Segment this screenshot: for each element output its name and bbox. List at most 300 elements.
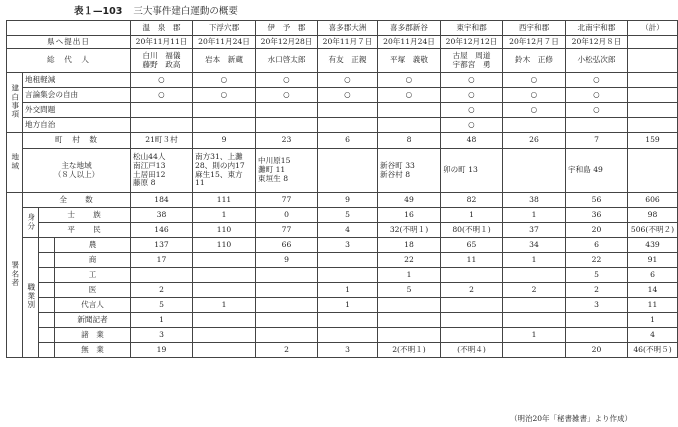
cell-no-4 — [378, 238, 441, 253]
label-shinbun — [55, 313, 131, 328]
cell-chiho-6 — [503, 118, 566, 133]
cell-no-7-text: 6 — [594, 239, 599, 249]
cell-ko-6 — [503, 268, 566, 283]
cell-sodai-5 — [441, 49, 503, 73]
cell-heimin-7 — [566, 223, 628, 238]
cell-shogyo-1 — [193, 328, 256, 343]
cell-sho-1 — [193, 253, 256, 268]
occ-spacer-no — [39, 238, 55, 253]
cell-i-8 — [628, 283, 678, 298]
cell-shuna-5-text: 卯の町 13 — [443, 165, 478, 175]
label-no — [55, 238, 131, 253]
cell-heimin-0-text: 146 — [154, 224, 169, 234]
cell-heimin-5-text: 80(不明１) — [452, 224, 491, 234]
cell-sho-7 — [566, 253, 628, 268]
cell-shinbun-8-text: 1 — [650, 314, 655, 324]
cell-zensu-4-text: 49 — [404, 194, 414, 204]
cell-chiso-5-text: ○ — [468, 74, 475, 84]
cell-no-1 — [193, 238, 256, 253]
label-gaiko — [23, 103, 131, 118]
cell-kengai-4 — [378, 36, 441, 49]
cell-shizoku-1 — [193, 208, 256, 223]
label-sodai-text: 総 代 人 — [47, 55, 90, 65]
cell-daigen-1 — [193, 298, 256, 313]
label-i-text: 医 — [88, 284, 97, 294]
cell-sodai-3 — [318, 49, 378, 73]
cell-chiso-6 — [503, 73, 566, 88]
cell-chiso-1 — [193, 73, 256, 88]
cell-chiso-0 — [131, 73, 193, 88]
label-daigen — [55, 298, 131, 313]
cell-chiso-2 — [256, 73, 318, 88]
cell-gaiko-6-text: ○ — [530, 104, 538, 114]
cell-genron-5 — [441, 88, 503, 103]
cell-zensu-0 — [131, 193, 193, 208]
cell-zensu-2 — [256, 193, 318, 208]
cell-shuna-1 — [193, 149, 256, 193]
label-zensu — [23, 193, 131, 208]
cell-shizoku-8 — [628, 208, 678, 223]
cell-zensu-6 — [503, 193, 566, 208]
cell-sho-7-text: 22 — [591, 254, 602, 264]
cell-ko-8-text: 6 — [650, 269, 655, 279]
cell-kengai-3 — [318, 36, 378, 49]
cell-kengai-8 — [628, 36, 678, 49]
cell-genron-2 — [256, 88, 318, 103]
cell-zensu-5 — [441, 193, 503, 208]
cell-shogyo-3 — [318, 328, 378, 343]
table-row — [7, 49, 678, 73]
cell-gaiko-2 — [256, 103, 318, 118]
cell-daigen-1-text: 1 — [221, 299, 227, 309]
cell-heimin-1-text: 110 — [216, 224, 232, 234]
cell-shuna-4 — [378, 149, 441, 193]
cell-daigen-0 — [131, 298, 193, 313]
cell-shizoku-4-text: 16 — [404, 209, 414, 219]
cell-shuna-2 — [256, 149, 318, 193]
cell-no-2-text: 66 — [281, 239, 292, 249]
cell-sodai-5-text: 古屋 周道 宇都宮 勇 — [452, 50, 491, 69]
table-row — [7, 238, 678, 253]
label-ko-text: 工 — [88, 269, 97, 279]
cell-chiho-2 — [256, 118, 318, 133]
cell-mugyo-7 — [566, 343, 628, 358]
table-row — [7, 88, 678, 103]
cell-genron-7 — [566, 88, 628, 103]
cell-mugyo-7-text: 20 — [591, 344, 602, 354]
occ-spacer-ko — [39, 268, 55, 283]
column-header-4-text: 喜多郡新谷 — [390, 22, 428, 32]
cell-chiso-3 — [318, 73, 378, 88]
cell-genron-5-text: ○ — [468, 89, 475, 99]
cell-shizoku-0-text: 38 — [156, 209, 167, 219]
group-shokugyo — [23, 238, 39, 358]
cell-no-8-text: 439 — [645, 239, 660, 249]
cell-genron-8 — [628, 88, 678, 103]
group-mibun-text: 身分 — [26, 212, 36, 230]
cell-chiso-1-text: ○ — [220, 74, 228, 84]
cell-shuna-7 — [566, 149, 628, 193]
table-row — [7, 298, 678, 313]
label-shogyo-text: 諸 業 — [81, 329, 104, 339]
cell-chiso-4 — [378, 73, 441, 88]
column-header-5-text: 東宇和郡 — [456, 22, 487, 32]
cell-shuna-3 — [318, 149, 378, 193]
cell-gaiko-6 — [503, 103, 566, 118]
column-header-0-text: 温 泉 郡 — [142, 22, 181, 32]
cell-cho_son-0-text: 21町３村 — [145, 135, 178, 145]
cell-mugyo-5-text: (不明４) — [457, 344, 486, 354]
table-row — [7, 208, 678, 223]
cell-mugyo-2-text: 2 — [284, 344, 289, 354]
cell-i-4 — [378, 283, 441, 298]
cell-i-8-text: 14 — [647, 284, 658, 294]
label-chiho — [23, 118, 131, 133]
label-sodai — [7, 49, 131, 73]
cell-chiso-7 — [566, 73, 628, 88]
cell-mugyo-1 — [193, 343, 256, 358]
cell-mugyo-0-text: 19 — [156, 344, 167, 354]
cell-no-0 — [131, 238, 193, 253]
group-chiiki — [7, 133, 23, 193]
cell-shizoku-3-text: 5 — [345, 209, 350, 219]
table-row — [7, 103, 678, 118]
cell-chiso-8 — [628, 73, 678, 88]
cell-chiso-2-text: ○ — [283, 74, 290, 84]
label-mugyo — [55, 343, 131, 358]
cell-genron-2-text: ○ — [283, 89, 290, 99]
source-note: （明治20年「秘書雑書」より作成） — [509, 414, 632, 423]
cell-daigen-8 — [628, 298, 678, 313]
label-cho_son — [23, 133, 131, 149]
cell-shuna-6 — [503, 149, 566, 193]
table-body — [7, 21, 678, 358]
cell-kengai-6-text: 20年12月７日 — [509, 36, 559, 46]
cell-ko-3 — [318, 268, 378, 283]
group-kenpaku — [7, 73, 23, 133]
cell-sodai-4-text: 平塚 義敬 — [390, 55, 428, 65]
group-mibun — [23, 208, 39, 238]
cell-heimin-3-text: 4 — [345, 224, 350, 234]
label-shuna — [23, 149, 131, 193]
cell-sho-5 — [441, 253, 503, 268]
table-row — [7, 36, 678, 49]
cell-i-7 — [566, 283, 628, 298]
cell-shinbun-0 — [131, 313, 193, 328]
cell-zensu-0-text: 184 — [154, 194, 169, 204]
cell-daigen-4 — [378, 298, 441, 313]
cell-chiso-5 — [441, 73, 503, 88]
cell-chiho-8 — [628, 118, 678, 133]
cell-cho_son-8-text: 159 — [645, 135, 660, 145]
cell-daigen-6 — [503, 298, 566, 313]
cell-heimin-6 — [503, 223, 566, 238]
cell-cho_son-4-text: 8 — [406, 135, 412, 145]
cell-sodai-4 — [378, 49, 441, 73]
cell-gaiko-7 — [566, 103, 628, 118]
cell-kengai-0-text: 20年11月11日 — [135, 36, 188, 46]
cell-daigen-2 — [256, 298, 318, 313]
cell-kengai-6 — [503, 36, 566, 49]
cell-chiho-4 — [378, 118, 441, 133]
cell-i-5-text: 2 — [469, 284, 474, 294]
column-header-3-text: 喜多郡大洲 — [328, 22, 367, 32]
cell-cho_son-4 — [378, 133, 441, 149]
cell-sodai-8 — [628, 49, 678, 73]
group-shomei — [7, 193, 23, 358]
cell-mugyo-0 — [131, 343, 193, 358]
column-header-0 — [131, 21, 193, 36]
table-row — [7, 118, 678, 133]
cell-shinbun-8 — [628, 313, 678, 328]
cell-heimin-7-text: 20 — [591, 224, 602, 234]
cell-genron-4 — [378, 88, 441, 103]
cell-no-3-text: 3 — [345, 239, 350, 249]
cell-gaiko-5 — [441, 103, 503, 118]
cell-zensu-4 — [378, 193, 441, 208]
cell-kengai-7-text: 20年12月８日 — [571, 36, 622, 46]
label-mugyo-text: 無 業 — [81, 344, 104, 354]
cell-shuna-4-text: 新谷町 33 新谷村 8 — [380, 160, 415, 179]
cell-sho-8-text: 91 — [647, 254, 658, 264]
cell-sodai-7-text: 小松弘次郎 — [577, 55, 616, 65]
cell-zensu-7 — [566, 193, 628, 208]
label-kengai — [7, 36, 131, 49]
cell-shuna-8 — [628, 149, 678, 193]
cell-cho_son-5 — [441, 133, 503, 149]
cell-shizoku-7 — [566, 208, 628, 223]
cell-sho-8 — [628, 253, 678, 268]
cell-sho-6-text: 1 — [531, 254, 537, 264]
cell-shogyo-8-text: 4 — [650, 329, 655, 339]
cell-shinbun-3 — [318, 313, 378, 328]
column-header-2-text: 伊 予 郡 — [267, 22, 306, 32]
cell-sodai-6-text: 鈴木 正修 — [515, 55, 553, 65]
label-genron-text: 言論集会の自由 — [25, 89, 79, 99]
table-row — [7, 193, 678, 208]
cell-zensu-6-text: 38 — [529, 194, 539, 204]
table-row — [7, 328, 678, 343]
cell-shuna-5 — [441, 149, 503, 193]
cell-zensu-8 — [628, 193, 678, 208]
cell-no-2 — [256, 238, 318, 253]
cell-sodai-2-text: 水口啓太郎 — [267, 55, 306, 65]
group-chiiki-text: 地域 — [10, 152, 20, 170]
cell-cho_son-1 — [193, 133, 256, 149]
label-chiso-text: 地租軽減 — [25, 74, 56, 84]
cell-shinbun-5 — [441, 313, 503, 328]
table-row — [7, 223, 678, 238]
cell-i-3-text: 1 — [345, 284, 350, 294]
label-heimin-text: 平 民 — [67, 224, 102, 234]
cell-shizoku-5 — [441, 208, 503, 223]
cell-no-7 — [566, 238, 628, 253]
label-sho — [55, 253, 131, 268]
label-chiso — [23, 73, 131, 88]
cell-mugyo-3-text: 3 — [345, 344, 350, 354]
cell-zensu-8-text: 606 — [645, 194, 660, 204]
cell-ko-1 — [193, 268, 256, 283]
cell-genron-0-text: ○ — [158, 89, 165, 99]
cell-zensu-7-text: 56 — [591, 194, 602, 204]
cell-kengai-3-text: 20年11月７日 — [322, 36, 373, 46]
label-chiho-text: 地方自治 — [25, 119, 56, 129]
cell-sho-6 — [503, 253, 566, 268]
column-header-8 — [628, 21, 678, 36]
cell-genron-0 — [131, 88, 193, 103]
cell-no-0-text: 137 — [154, 239, 169, 249]
label-shinbun-text: 新聞記者 — [77, 314, 108, 324]
cell-ko-7 — [566, 268, 628, 283]
cell-gaiko-7-text: ○ — [593, 104, 600, 114]
cell-heimin-1 — [193, 223, 256, 238]
table-number: 表１—103 — [74, 6, 123, 17]
cell-cho_son-3 — [318, 133, 378, 149]
cell-ko-2 — [256, 268, 318, 283]
cell-shogyo-5 — [441, 328, 503, 343]
cell-genron-3-text: ○ — [344, 89, 351, 99]
cell-genron-7-text: ○ — [593, 89, 600, 99]
label-heimin — [39, 223, 131, 238]
label-gaiko-text: 外交問題 — [25, 104, 56, 114]
cell-genron-6 — [503, 88, 566, 103]
cell-sodai-0 — [131, 49, 193, 73]
cell-daigen-7 — [566, 298, 628, 313]
table-row — [7, 73, 678, 88]
cell-zensu-3 — [318, 193, 378, 208]
cell-kengai-7 — [566, 36, 628, 49]
cell-mugyo-8 — [628, 343, 678, 358]
label-genron — [23, 88, 131, 103]
occ-spacer-shogyo — [39, 328, 55, 343]
table-title — [74, 3, 238, 17]
cell-heimin-2 — [256, 223, 318, 238]
cell-genron-3 — [318, 88, 378, 103]
cell-shogyo-6-text: 1 — [531, 329, 537, 339]
cell-ko-4-text: 1 — [406, 269, 412, 279]
cell-shuna-0-text: 松山44人 南江戸13 土居田12 藤原 8 — [133, 152, 166, 188]
cell-shogyo-6 — [503, 328, 566, 343]
cell-daigen-5 — [441, 298, 503, 313]
cell-cho_son-6 — [503, 133, 566, 149]
table-row — [7, 21, 678, 36]
cell-kengai-1-text: 20年11月24日 — [198, 36, 250, 46]
cell-kengai-2-text: 20年12月28日 — [260, 36, 313, 46]
label-shizoku — [39, 208, 131, 223]
cell-mugyo-4 — [378, 343, 441, 358]
cell-gaiko-3 — [318, 103, 378, 118]
cell-i-2 — [256, 283, 318, 298]
cell-cho_son-2-text: 23 — [281, 135, 292, 145]
cell-sho-2 — [256, 253, 318, 268]
main-table — [6, 20, 678, 358]
cell-gaiko-1 — [193, 103, 256, 118]
cell-daigen-3 — [318, 298, 378, 313]
cell-sodai-0-text: 白川 福儀 藤野 政高 — [142, 50, 181, 69]
column-header-4 — [378, 21, 441, 36]
label-cho_son-text: 町 村 数 — [55, 135, 98, 145]
cell-genron-1 — [193, 88, 256, 103]
cell-shuna-1-text: 南方31、上灘 28、則の内17 麻生15、東方 11 — [195, 152, 245, 188]
cell-gaiko-5-text: ○ — [468, 104, 475, 114]
cell-sodai-1-text: 岩本 新蔵 — [205, 55, 243, 65]
cell-i-7-text: 2 — [594, 284, 599, 294]
cell-gaiko-4 — [378, 103, 441, 118]
cell-shogyo-0 — [131, 328, 193, 343]
cell-mugyo-6 — [503, 343, 566, 358]
cell-sho-4 — [378, 253, 441, 268]
cell-no-6-text: 34 — [529, 239, 539, 249]
cell-mugyo-2 — [256, 343, 318, 358]
cell-heimin-4-text: 32(不明１) — [389, 224, 429, 234]
cell-no-5-text: 65 — [466, 239, 477, 249]
cell-daigen-8-text: 11 — [647, 299, 658, 309]
cell-chiso-3-text: ○ — [344, 74, 351, 84]
cell-i-1 — [193, 283, 256, 298]
label-ko — [55, 268, 131, 283]
cell-chiso-4-text: ○ — [405, 74, 413, 84]
cell-sho-0-text: 17 — [156, 254, 167, 264]
cell-shinbun-4 — [378, 313, 441, 328]
cell-shinbun-0-text: 1 — [159, 314, 164, 324]
cell-shinbun-1 — [193, 313, 256, 328]
occ-spacer-daigen — [39, 298, 55, 313]
group-shomei-text: 署名者 — [10, 260, 20, 287]
cell-no-4-text: 18 — [404, 239, 414, 249]
cell-kengai-2 — [256, 36, 318, 49]
cell-kengai-1 — [193, 36, 256, 49]
cell-chiho-5-text: ○ — [468, 119, 475, 129]
cell-sodai-6 — [503, 49, 566, 73]
cell-shizoku-0 — [131, 208, 193, 223]
column-header-6-text: 西宇和郡 — [518, 22, 550, 32]
cell-cho_son-7-text: 7 — [594, 135, 599, 145]
column-header-1 — [193, 21, 256, 36]
cell-sodai-1 — [193, 49, 256, 73]
column-header-7-text: 北南宇和郡 — [577, 22, 616, 32]
cell-shizoku-2-text: 0 — [284, 209, 289, 219]
cell-shogyo-8 — [628, 328, 678, 343]
cell-heimin-0 — [131, 223, 193, 238]
cell-chiho-5 — [441, 118, 503, 133]
cell-mugyo-4-text: 2(不明１) — [392, 344, 426, 354]
cell-cho_son-3-text: 6 — [345, 135, 350, 145]
cell-chiso-7-text: ○ — [593, 74, 600, 84]
column-header-2 — [256, 21, 318, 36]
table-row — [7, 343, 678, 358]
cell-mugyo-3 — [318, 343, 378, 358]
cell-zensu-3-text: 9 — [345, 194, 350, 204]
cell-zensu-1-text: 111 — [216, 194, 232, 204]
cell-chiso-6-text: ○ — [530, 74, 538, 84]
cell-no-3 — [318, 238, 378, 253]
cell-shinbun-7 — [566, 313, 628, 328]
cell-zensu-2-text: 77 — [281, 194, 292, 204]
cell-sodai-2 — [256, 49, 318, 73]
column-header-8-text: （計） — [641, 22, 664, 32]
table-row — [7, 253, 678, 268]
table-row — [7, 133, 678, 149]
group-kenpaku-text: 建白事項 — [10, 83, 20, 119]
cell-shuna-0 — [131, 149, 193, 193]
cell-ko-8 — [628, 268, 678, 283]
cell-heimin-6-text: 37 — [529, 224, 539, 234]
cell-gaiko-8 — [628, 103, 678, 118]
cell-no-6 — [503, 238, 566, 253]
cell-i-5 — [441, 283, 503, 298]
cell-no-5 — [441, 238, 503, 253]
cell-i-3 — [318, 283, 378, 298]
